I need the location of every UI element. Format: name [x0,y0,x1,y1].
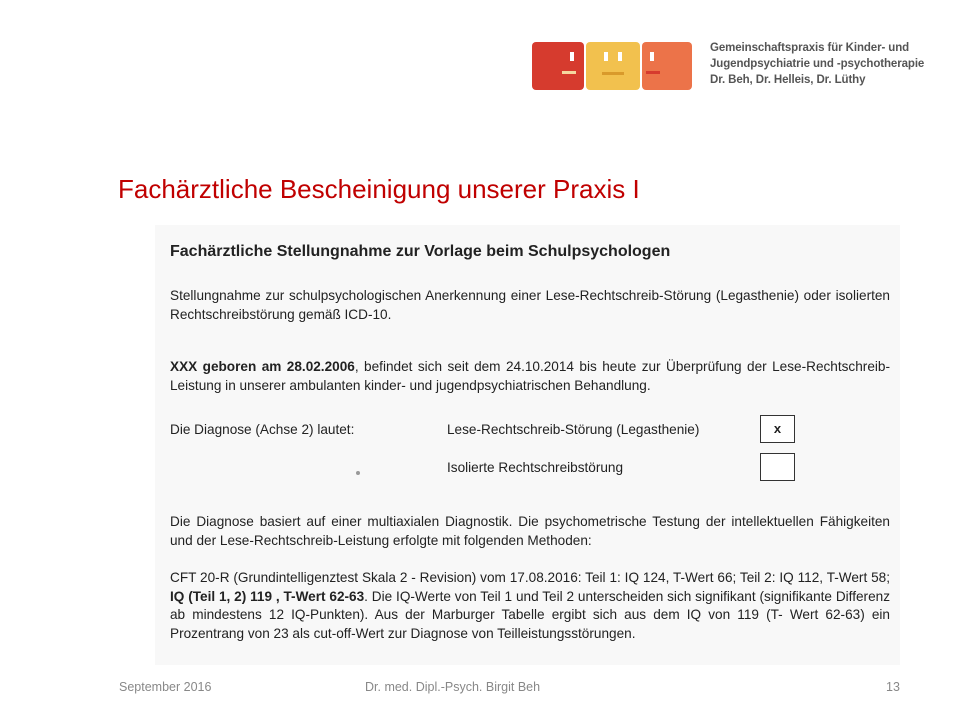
practice-name-line: Dr. Beh, Dr. Helleis, Dr. Lüthy [710,74,866,86]
smiley-face-icon [586,42,640,90]
results-text-2: . Die IQ-Werte von Teil 1 und Teil 2 unterscheiden sich signifikant (signifikante Differenz ab mindestens 12 IQ-Punkten). Aus der Marburger Tabelle ergibt sich aus dem IQ von 119 (T- Wert 62-63) ein Prozentrang von 23 als cut-off-Wert zur Diagnose von Teilleistungsstörungen. [170,588,890,641]
page-number: 13 [886,680,900,694]
logo-face-red [532,42,584,90]
smiley-face-icon [532,42,584,90]
diagnosis-checkbox-rechtschreib [760,453,795,481]
diagnosis-label: Die Diagnose (Achse 2) lautet: [170,422,355,437]
intro-paragraph: Stellungnahme zur schulpsychologischen Anerkennung einer Lese-Rechtschreib-Störung (Legasthenie) oder isolierten Rechtschreibstörung gemäß ICD-10. [170,288,890,322]
diagnosis-row-1 [170,415,890,445]
patient-name-date: XXX geboren am 28.02.2006 [170,359,355,374]
results-paragraph [170,569,890,643]
diagnosis-option-legasthenie: Lese-Rechtschreib-Störung (Legasthenie) [447,422,700,437]
footer-date: September 2016 [119,680,212,694]
diagnosis-option-rechtschreib: Isolierte Rechtschreibstörung [447,460,624,475]
diagnosis-row-2 [170,453,890,483]
practice-name-line: Jugendpsychiatrie und -psychotherapie [710,58,925,70]
scan-speck [356,471,360,475]
results-text-1: CFT 20-R (Grundintelligenztest Skala 2 - Revision) vom 17.08.2016: Teil 1: IQ 124, T-Wert 66; Teil 2: IQ 112, T-Wert 58; [170,570,890,585]
footer-author: Dr. med. Dipl.-Psych. Birgit Beh [365,680,541,694]
results-iq-bold: IQ (Teil 1, 2) 119 , T-Wert 62-63 [170,588,365,604]
diagnosis-checkbox-legasthenie: x [760,415,795,443]
methods-paragraph: Die Diagnose basiert auf einer multiaxialen Diagnostik. Die psychometrische Testung der intellektuellen Fähigkeiten und der Lese-Rechtschreib-Leistung erfolgte mit folgenden Methoden: [170,514,890,548]
document-content [170,243,890,641]
practice-name-line: Gemeinschaftspraxis für Kinder- und [710,42,910,54]
logo-face-yellow [586,42,640,90]
practice-name [710,40,950,88]
patient-paragraph [170,358,890,395]
practice-logo [532,42,692,90]
scanned-document [155,225,900,665]
slide-title: Fachärztliche Bescheinigung unserer Praxis I [118,174,640,204]
patient-status-text: , befindet sich seit dem 24.10.2014 bis heute zur Überprüfung der Lese-Rechtschreib-Leistung in unserer ambulanten kinder- und jugendpsychiatrischen Behandlung. [170,359,890,393]
logo-face-orange [642,42,692,90]
document-heading: Fachärztliche Stellungnahme zur Vorlage beim Schulpsychologen [170,243,671,260]
smiley-face-icon [642,42,692,90]
